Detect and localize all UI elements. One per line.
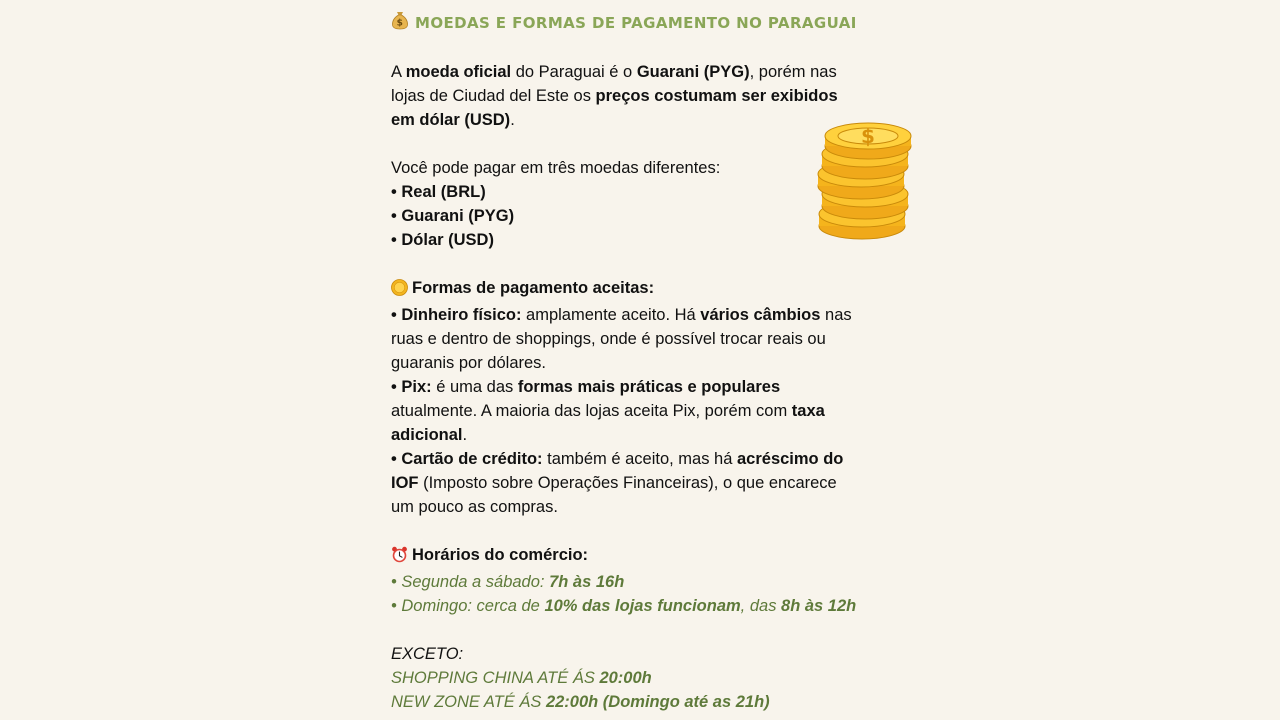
payment-pix: • Pix: é uma das formas mais práticas e populares — [391, 378, 781, 396]
currency-item: • Guarani (PYG) — [391, 207, 515, 225]
payment-card-line-2: IOF (Imposto sobre Operações Financeiras), o que encarece — [391, 474, 837, 492]
payment-pix-line-3: adicional. — [391, 426, 468, 444]
hours-sunday: • Domingo: cerca de 10% das lojas funcionam, das 8h às 12h — [391, 597, 857, 615]
alarm-clock-icon — [391, 546, 408, 570]
hours-weekday: • Segunda a sábado: 7h às 16h — [391, 573, 625, 591]
svg-text:$: $ — [861, 124, 875, 148]
payment-cash-line-3: guaranis por dólares. — [391, 354, 547, 372]
intro-line-3: em dólar (USD). — [391, 111, 515, 129]
svg-text:$: $ — [396, 18, 404, 28]
payment-pix-line-2: atualmente. A maioria das lojas aceita Pix, porém com taxa — [391, 402, 825, 420]
title-text: MOEDAS E FORMAS DE PAGAMENTO NO PARAGUAI — [415, 14, 857, 32]
coin-stack-icon — [815, 118, 915, 246]
hours-heading: Horários do comércio: — [391, 543, 911, 570]
currencies-lead: Você pode pagar em três moedas diferentes: — [391, 159, 721, 177]
currency-item: • Real (BRL) — [391, 183, 486, 201]
exceptions-heading: EXCETO: — [391, 645, 464, 663]
payment-cash-line-2: ruas e dentro de shoppings, onde é possível trocar reais ou — [391, 330, 826, 348]
document-body — [391, 10, 911, 714]
currency-item: • Dólar (USD) — [391, 231, 494, 249]
money-bag-icon — [391, 10, 409, 37]
intro-line-1: A moeda oficial do Paraguai é o Guarani (PYG), porém nas — [391, 63, 837, 81]
section-title — [391, 10, 911, 36]
payment-card: • Cartão de crédito: também é aceito, mas há acréscimo do — [391, 450, 844, 468]
payment-card-line-3: um pouco as compras. — [391, 498, 558, 516]
coin-icon — [391, 279, 408, 303]
exception-new-zone: NEW ZONE ATÉ ÁS 22:00h (Domingo até as 21h) — [391, 693, 770, 711]
payment-heading: Formas de pagamento aceitas: — [391, 276, 911, 303]
exception-shopping-china: SHOPPING CHINA ATÉ ÁS 20:00h — [391, 669, 652, 687]
payment-cash: • Dinheiro físico: amplamente aceito. Há vários câmbios nas — [391, 306, 852, 324]
intro-line-2: lojas de Ciudad del Este os preços costumam ser exibidos — [391, 87, 838, 105]
